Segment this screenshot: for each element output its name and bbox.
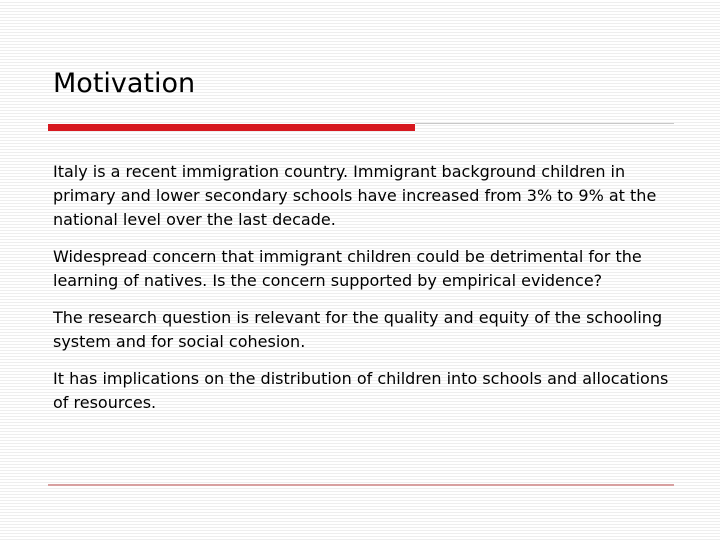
- title-underline-red: [48, 124, 415, 131]
- slide-title: Motivation: [53, 68, 196, 99]
- paragraph-concern: [53, 245, 683, 293]
- paragraph-line: primary and lower secondary schools have increased from 3% to 9% at the: [53, 186, 657, 205]
- paragraph-line: national level over the last decade.: [53, 210, 336, 229]
- paragraph-line: Widespread concern that immigrant children could be detrimental for the: [53, 247, 642, 266]
- footer-rule: [48, 484, 674, 486]
- slide-body: [53, 160, 683, 428]
- paragraph-research-question: [53, 306, 683, 354]
- paragraph-line: of resources.: [53, 393, 157, 412]
- paragraph-immigration: [53, 160, 683, 232]
- paragraph-implications: [53, 367, 683, 415]
- paragraph-line: system and for social cohesion.: [53, 332, 306, 351]
- paragraph-line: learning of natives. Is the concern supported by empirical evidence?: [53, 271, 603, 290]
- paragraph-line: Italy is a recent immigration country. Immigrant background children in: [53, 162, 626, 181]
- paragraph-line: It has implications on the distribution of children into schools and allocations: [53, 369, 669, 388]
- title-underline-thin: [415, 123, 674, 124]
- paragraph-line: The research question is relevant for the quality and equity of the schooling: [53, 308, 663, 327]
